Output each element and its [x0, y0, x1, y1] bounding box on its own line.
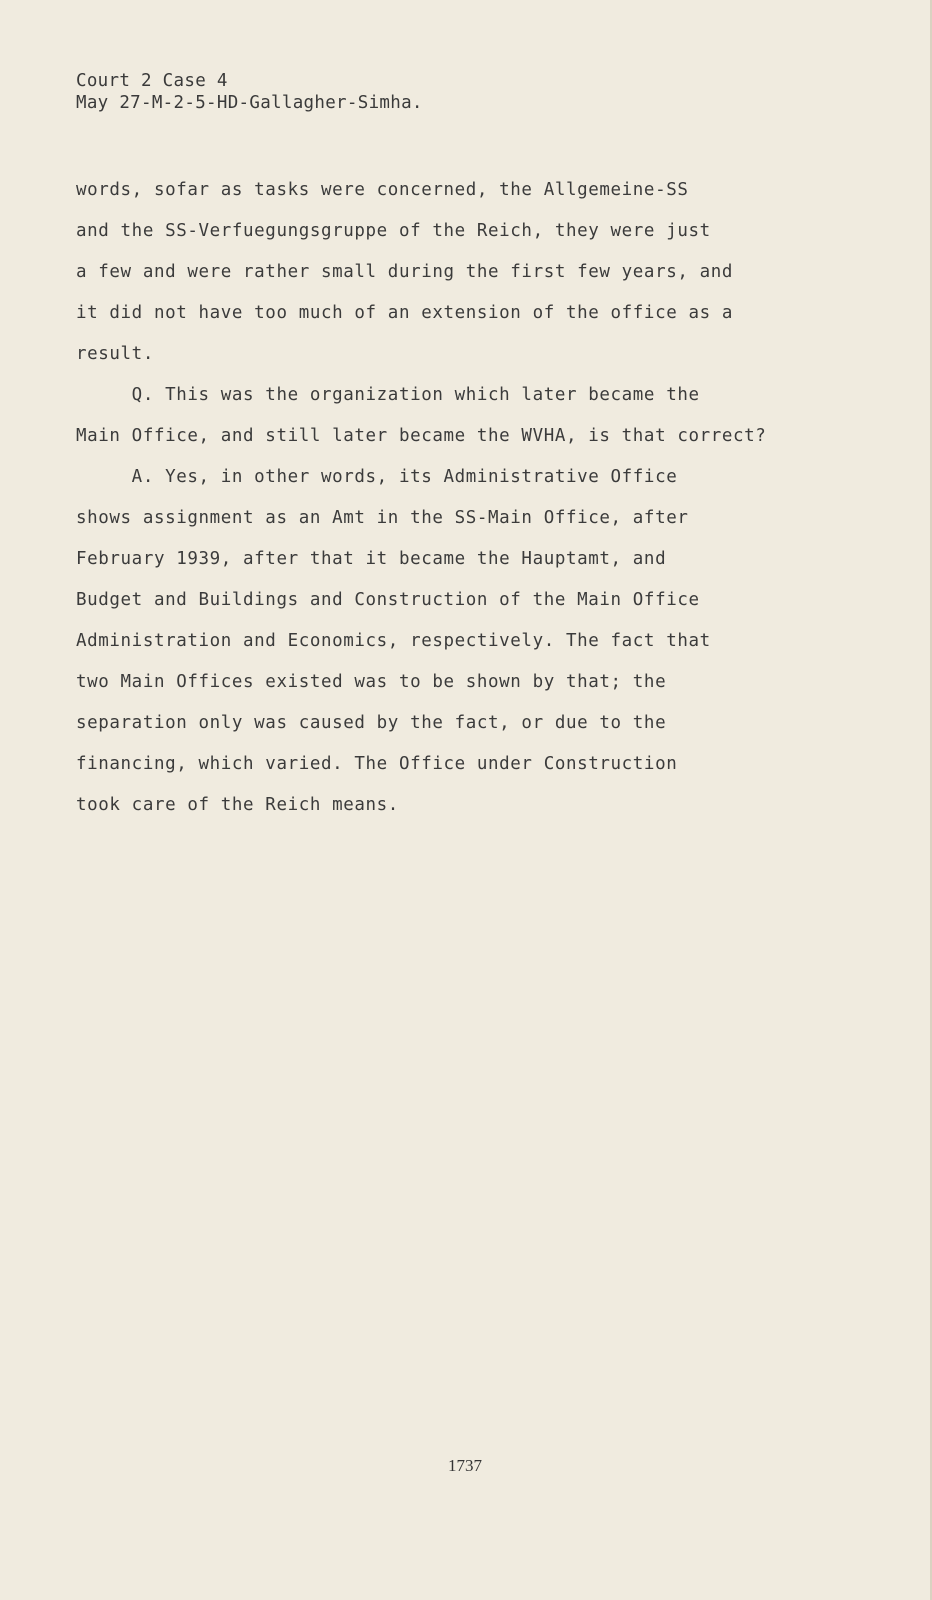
transcript-line: Main Office, and still later became the WVHA, is that correct?: [76, 426, 767, 446]
transcript-line: words, sofar as tasks were concerned, the Allgemeine-SS: [76, 180, 689, 200]
transcript-line: Q. This was the organization which later became the: [76, 385, 700, 405]
transcript-line: Administration and Economics, respectively. The fact that: [76, 631, 711, 651]
transcript-body: [76, 178, 836, 834]
transcript-line: it did not have too much of an extension of the office as a: [76, 303, 734, 323]
transcript-line: result.: [76, 344, 154, 364]
transcript-line: February 1939, after that it became the Hauptamt, and: [76, 549, 667, 569]
transcript-line: financing, which varied. The Office under Construction: [76, 754, 678, 774]
transcript-line: A. Yes, in other words, its Administrative Office: [76, 467, 678, 487]
transcript-line: and the SS-Verfuegungsgruppe of the Reich, they were just: [76, 221, 711, 241]
transcript-line: a few and were rather small during the first few years, and: [76, 262, 734, 282]
transcript-line: shows assignment as an Amt in the SS-Main Office, after: [76, 508, 689, 528]
transcript-line: took care of the Reich means.: [76, 795, 399, 815]
header-court-case: Court 2 Case 4: [76, 71, 228, 91]
transcript-line: Budget and Buildings and Construction of the Main Office: [76, 590, 700, 610]
transcript-line: two Main Offices existed was to be shown by that; the: [76, 672, 667, 692]
page-number: 1737: [448, 1456, 482, 1475]
transcript-line: separation only was caused by the fact, or due to the: [76, 713, 667, 733]
document-header: [76, 70, 423, 114]
header-session-info: May 27-M-2-5-HD-Gallagher-Simha.: [76, 93, 423, 113]
